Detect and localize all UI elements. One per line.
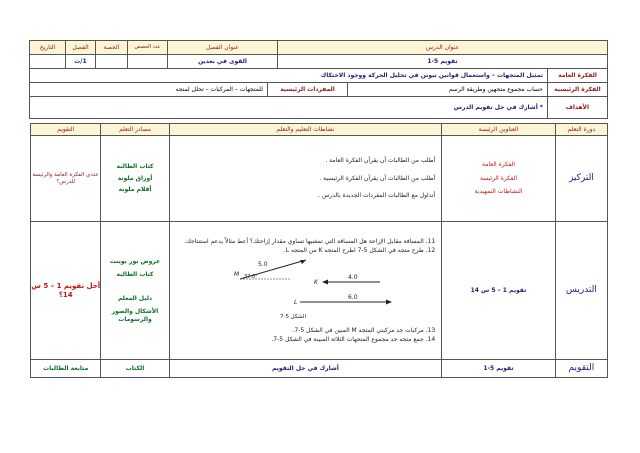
evaluate-row	[31, 360, 608, 378]
vector-figure-caption: الشكل 5-7	[280, 313, 307, 320]
general-idea-value: تمثيل المتجهات – واستعمال قوانين نيوتن في تحليل الحركة ووجود الاحتكاك	[29, 69, 547, 83]
col-headings: العناوين الرئيسة	[442, 124, 556, 136]
col-cycle: دورة التعلم	[555, 124, 607, 136]
lesson-title-value: تقويم 5-1	[278, 55, 608, 69]
evaluate-resources: الكتاب	[101, 360, 169, 378]
students-count-label: عدد الحصص	[128, 41, 168, 55]
teach-resource-4: الأشكال والصور والرسومات	[111, 308, 159, 323]
teach-label: التدريس	[555, 222, 607, 360]
vector-l-label: L	[294, 298, 298, 306]
teach-assessment: أحل تقويم 1 – 5 س 14؟	[31, 222, 101, 360]
focus-activities	[169, 136, 442, 222]
focus-activity-1: أطلب من الطالبات أن يقرأن الفكرة العامة .	[325, 157, 436, 165]
teach-headings: تقويم 1 – 5 س 14	[442, 222, 556, 360]
vector-l-value: 6.0	[348, 293, 358, 301]
main-idea-label: الفكرة الرئيسية	[548, 83, 608, 97]
teach-activities	[169, 222, 442, 360]
vector-m-value: 5.0	[258, 260, 268, 268]
focus-headings	[442, 136, 556, 222]
vector-m-angle: 37.0°	[244, 273, 259, 280]
col-resources: مصادر التعلم	[101, 124, 169, 136]
info-table	[29, 68, 608, 119]
date-label: التاريخ	[30, 41, 66, 55]
evaluate-headings: تقويم 5-1	[442, 360, 556, 378]
teach-activity-2: 12. طرح متجه في الشكل 5-7 اطرح المتجه K من المتجه L.	[283, 247, 436, 254]
vector-k-label: K	[314, 278, 319, 286]
focus-label: التركيز	[555, 136, 607, 222]
period-value	[96, 55, 128, 69]
vector-k-arrow	[322, 279, 328, 284]
teach-resource-2: كتاب الطالبة	[116, 271, 154, 279]
header-table	[29, 40, 608, 69]
objectives-label: الأهداف	[548, 97, 608, 119]
vector-figure-svg	[190, 256, 420, 326]
focus-row	[31, 136, 608, 222]
date-value	[30, 55, 66, 69]
main-table	[30, 123, 608, 378]
focus-heading-2: الفكرة الرئيسة	[479, 174, 517, 182]
evaluate-assessment: متابعة الطالبات	[31, 360, 101, 378]
focus-resource-3: أقلام ملونة	[118, 186, 152, 194]
vector-m-arrow	[300, 260, 306, 264]
chapter-title-label: عنوان الفصل	[168, 41, 278, 55]
vector-k-value: 4.0	[348, 273, 358, 281]
col-assessment: التقويم	[31, 124, 101, 136]
vocab-label: المفردات الرئيسية	[268, 83, 348, 97]
vocab-value: للمتجهات – المركبات – تحلل لمتجه	[29, 83, 267, 97]
teach-resource-1: عروض بور بوينت	[109, 257, 161, 265]
vector-figure	[174, 256, 438, 326]
focus-activity-3: أتداول مع الطالبات المفردات الجديدة بالدرس .	[318, 192, 436, 200]
lesson-title-label: عنوان الدرس	[278, 41, 608, 55]
teach-activity-4: 14. جمع متجه جد مجموع المتجهات الثلاثة المبينة في الشكل 5-7.	[271, 336, 436, 343]
teach-resource-3: دليل المعلم	[117, 294, 153, 302]
focus-activity-2: أطلب من الطالبات أن يقرأن الفكرة الرئيسية .	[319, 174, 436, 182]
chapter-title-value: القوى في بعدين	[168, 55, 278, 69]
evaluate-label: التقويم	[555, 360, 607, 378]
lesson-plan-page	[30, 40, 608, 402]
focus-heading-1: الفكرة العامة	[482, 161, 515, 169]
focus-resource-1: كتاب الطالبة	[116, 163, 154, 171]
general-idea-label: الفكرة العامة	[548, 69, 608, 83]
period-label: الحصة	[96, 41, 128, 55]
focus-resource-2: أوراق ملونة	[117, 174, 153, 182]
focus-heading-3: النشاطات التمهيدية	[474, 188, 523, 196]
teach-activity-3: 13. مركبات جد مركبتي المتجه M المبين في الشكل 5-7.	[292, 326, 436, 334]
teach-activity-1: 11. المسافة مقابل الإزاحة هل المسافة التي تمشيها تساوي مقدار إزاحتك؟ أعط مثالاً يدعم استنتاجك.	[184, 237, 436, 245]
class-label: الفصل	[66, 41, 96, 55]
focus-assessment: عددي الفكرة العامة والرئيسة للدرس؟	[31, 136, 101, 222]
teach-row	[31, 222, 608, 360]
col-activities: نشاطات التعليم والتعلم	[169, 124, 442, 136]
vector-l-arrow	[386, 299, 392, 304]
main-idea-value: حساب مجموع متجهين وطريقة الرسم	[348, 83, 548, 97]
focus-resources	[101, 136, 169, 222]
class-value: 1/ث	[66, 55, 96, 69]
teach-resources	[101, 222, 169, 360]
students-count-value	[128, 55, 168, 69]
evaluate-activities: أشارك في حل التقويم	[169, 360, 442, 378]
objectives-value: * أشارك في حل تقويم الدرس	[29, 97, 547, 119]
vector-m-label: M	[234, 270, 240, 278]
